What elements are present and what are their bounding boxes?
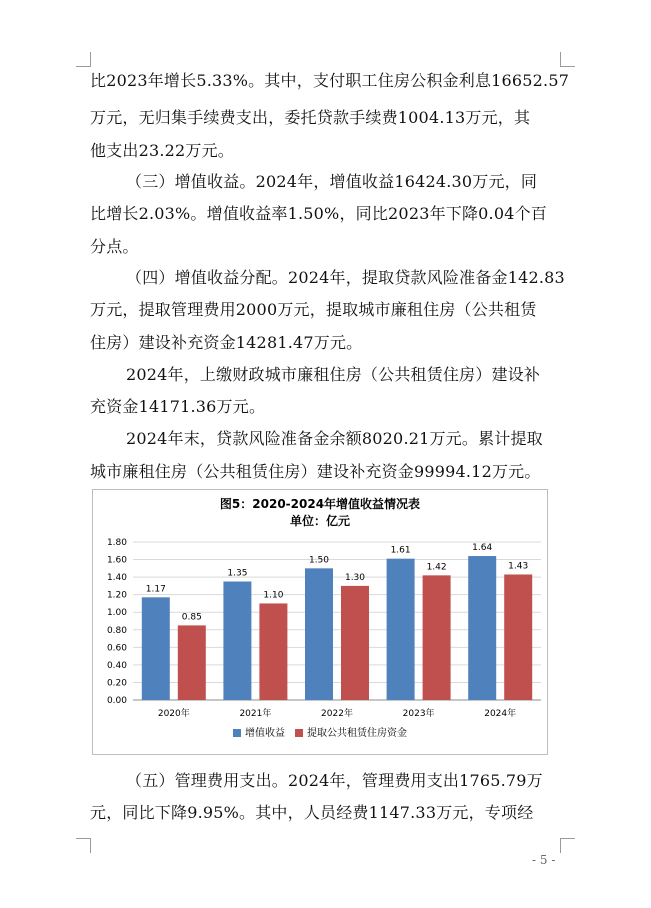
x-tick-label: 2023年 xyxy=(402,709,435,719)
text-line: 充资金14171.36万元。 xyxy=(90,397,266,416)
bar xyxy=(468,556,496,700)
data-label: 1.64 xyxy=(472,543,493,554)
bar xyxy=(423,575,451,700)
text-line: 分点。 xyxy=(90,237,139,256)
y-tick-label: 1.80 xyxy=(106,538,127,548)
x-tick-label: 2022年 xyxy=(321,709,353,719)
text-line: 他支出23.22万元。 xyxy=(90,141,235,160)
data-label: 1.30 xyxy=(344,572,366,583)
text-line: 万元，提取管理费用2000万元，提取城市廉租住房（公共租赁 xyxy=(90,300,537,319)
bar xyxy=(142,597,170,700)
x-tick-label: 2021年 xyxy=(239,709,272,719)
data-label: 1.50 xyxy=(308,555,330,566)
crop-mark-top-right xyxy=(560,52,575,67)
text-line: 万元，无归集手续费支出，委托贷款手续费1004.13万元，其 xyxy=(90,108,531,127)
y-tick-label: 1.00 xyxy=(106,608,127,619)
bar-chart xyxy=(93,490,547,754)
legend-swatch xyxy=(233,729,241,737)
data-label: 1.61 xyxy=(390,545,411,556)
text-line: 比增长2.03%。增值收益率1.50%，同比2023年下降0.04个百 xyxy=(90,204,548,223)
y-tick-label: 1.60 xyxy=(106,555,127,566)
chart-container xyxy=(92,489,548,755)
y-tick-label: 0.60 xyxy=(106,643,127,654)
section-heading-5: （五）管理费用支出。2024年，管理费用支出1765.79万 xyxy=(126,771,543,790)
bar xyxy=(341,586,369,700)
x-tick-label: 2024年 xyxy=(484,709,517,719)
data-label: 1.10 xyxy=(263,590,284,601)
crop-mark-top-left xyxy=(76,52,91,67)
bar xyxy=(223,582,251,701)
y-tick-label: 0.20 xyxy=(106,678,127,689)
bar xyxy=(305,568,333,700)
text-line: 2024年，上缴财政城市廉租住房（公共租赁住房）建设补 xyxy=(126,365,541,384)
bar xyxy=(178,625,206,700)
section-heading-4: （四）增值收益分配。2024年，提取贷款风险准备金142.83 xyxy=(126,268,565,287)
bar xyxy=(259,603,287,700)
text-line: 元，同比下降9.95%。其中，人员经费1147.33万元，专项经 xyxy=(90,803,534,822)
text-line: 城市廉租住房（公共租赁住房）建设补充资金99994.12万元。 xyxy=(90,462,541,481)
chart-subtitle: 单位：亿元 xyxy=(289,514,351,528)
bar xyxy=(504,574,532,700)
y-tick-label: 1.40 xyxy=(106,573,127,584)
legend-swatch xyxy=(295,729,303,737)
page-number: - 5 - xyxy=(532,853,556,867)
section-heading-3: （三）增值收益。2024年，增值收益16424.30万元，同 xyxy=(126,172,538,191)
legend-label: 增值收益 xyxy=(245,728,285,739)
data-label: 1.42 xyxy=(426,562,447,573)
legend-label: 提取公共租赁住房资金 xyxy=(307,728,407,739)
bar xyxy=(387,559,415,700)
data-label: 0.85 xyxy=(181,612,202,623)
text-line: 比2023年增长5.33%。其中，支付职工住房公积金利息16652.57 xyxy=(90,71,570,90)
chart-title: 图5：2020-2024年增值收益情况表 xyxy=(219,497,421,511)
y-tick-label: 1.20 xyxy=(106,590,127,601)
data-label: 1.35 xyxy=(227,568,248,579)
text-line: 住房）建设补充资金14281.47万元。 xyxy=(90,333,363,352)
y-tick-label: 0.40 xyxy=(106,660,127,671)
data-label: 1.17 xyxy=(145,584,166,595)
text-line: 2024年末，贷款风险准备金余额8020.21万元。累计提取 xyxy=(126,429,543,448)
data-label: 1.43 xyxy=(508,561,529,572)
y-tick-label: 0.00 xyxy=(106,696,127,706)
y-tick-label: 0.80 xyxy=(106,625,127,636)
crop-mark-bottom-left xyxy=(76,838,91,853)
x-tick-label: 2020年 xyxy=(157,709,190,719)
crop-mark-bottom-right xyxy=(560,838,575,853)
